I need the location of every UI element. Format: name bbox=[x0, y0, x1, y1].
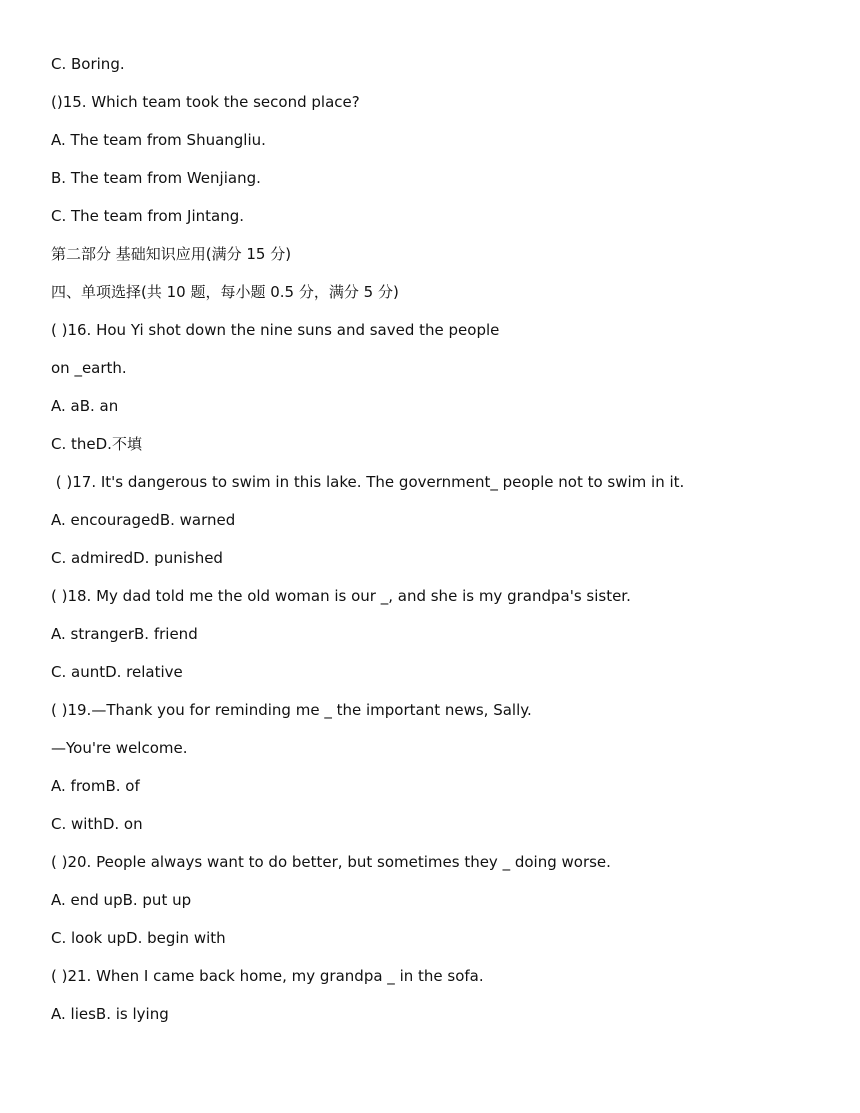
answer-option: C. Boring. bbox=[51, 55, 125, 73]
question-15: ()15. Which team took the second place? bbox=[51, 93, 360, 111]
subsection-heading: 四、单项选择(共 10 题，每小题 0.5 分，满分 5 分) bbox=[51, 283, 399, 301]
question-20: ( )20. People always want to do better, but sometimes they _ doing worse. bbox=[51, 853, 611, 871]
answer-option: A. fromB. of bbox=[51, 777, 140, 795]
answer-option: A. end upB. put up bbox=[51, 891, 192, 909]
answer-option: C. look upD. begin with bbox=[51, 929, 226, 947]
answer-option: A. The team from Shuangliu. bbox=[51, 131, 266, 149]
answer-option: C. auntD. relative bbox=[51, 663, 183, 681]
document-page bbox=[51, 53, 831, 1041]
answer-option: A. liesB. is lying bbox=[51, 1005, 169, 1023]
question-21: ( )21. When I came back home, my grandpa _ in the sofa. bbox=[51, 967, 484, 985]
question-18: ( )18. My dad told me the old woman is our _, and she is my grandpa's sister. bbox=[51, 587, 631, 605]
answer-option: A. aB. an bbox=[51, 397, 119, 415]
answer-option: B. The team from Wenjiang. bbox=[51, 169, 261, 187]
section-heading: 第二部分 基础知识应用(满分 15 分) bbox=[51, 245, 292, 263]
answer-option: C. admiredD. punished bbox=[51, 549, 223, 567]
answer-option: A. strangerB. friend bbox=[51, 625, 198, 643]
question-16-continued: on _earth. bbox=[51, 359, 127, 377]
question-16: ( )16. Hou Yi shot down the nine suns and saved the people bbox=[51, 321, 500, 339]
answer-option: C. withD. on bbox=[51, 815, 143, 833]
question-19-reply: —You're welcome. bbox=[51, 739, 188, 757]
question-17: ( )17. It's dangerous to swim in this lake. The government_ people not to swim in it. bbox=[51, 473, 685, 491]
answer-option: C. The team from Jintang. bbox=[51, 207, 245, 225]
answer-option: A. encouragedB. warned bbox=[51, 511, 236, 529]
question-19: ( )19.—Thank you for reminding me _ the important news, Sally. bbox=[51, 701, 532, 719]
answer-option: C. theD.不填 bbox=[51, 435, 142, 453]
